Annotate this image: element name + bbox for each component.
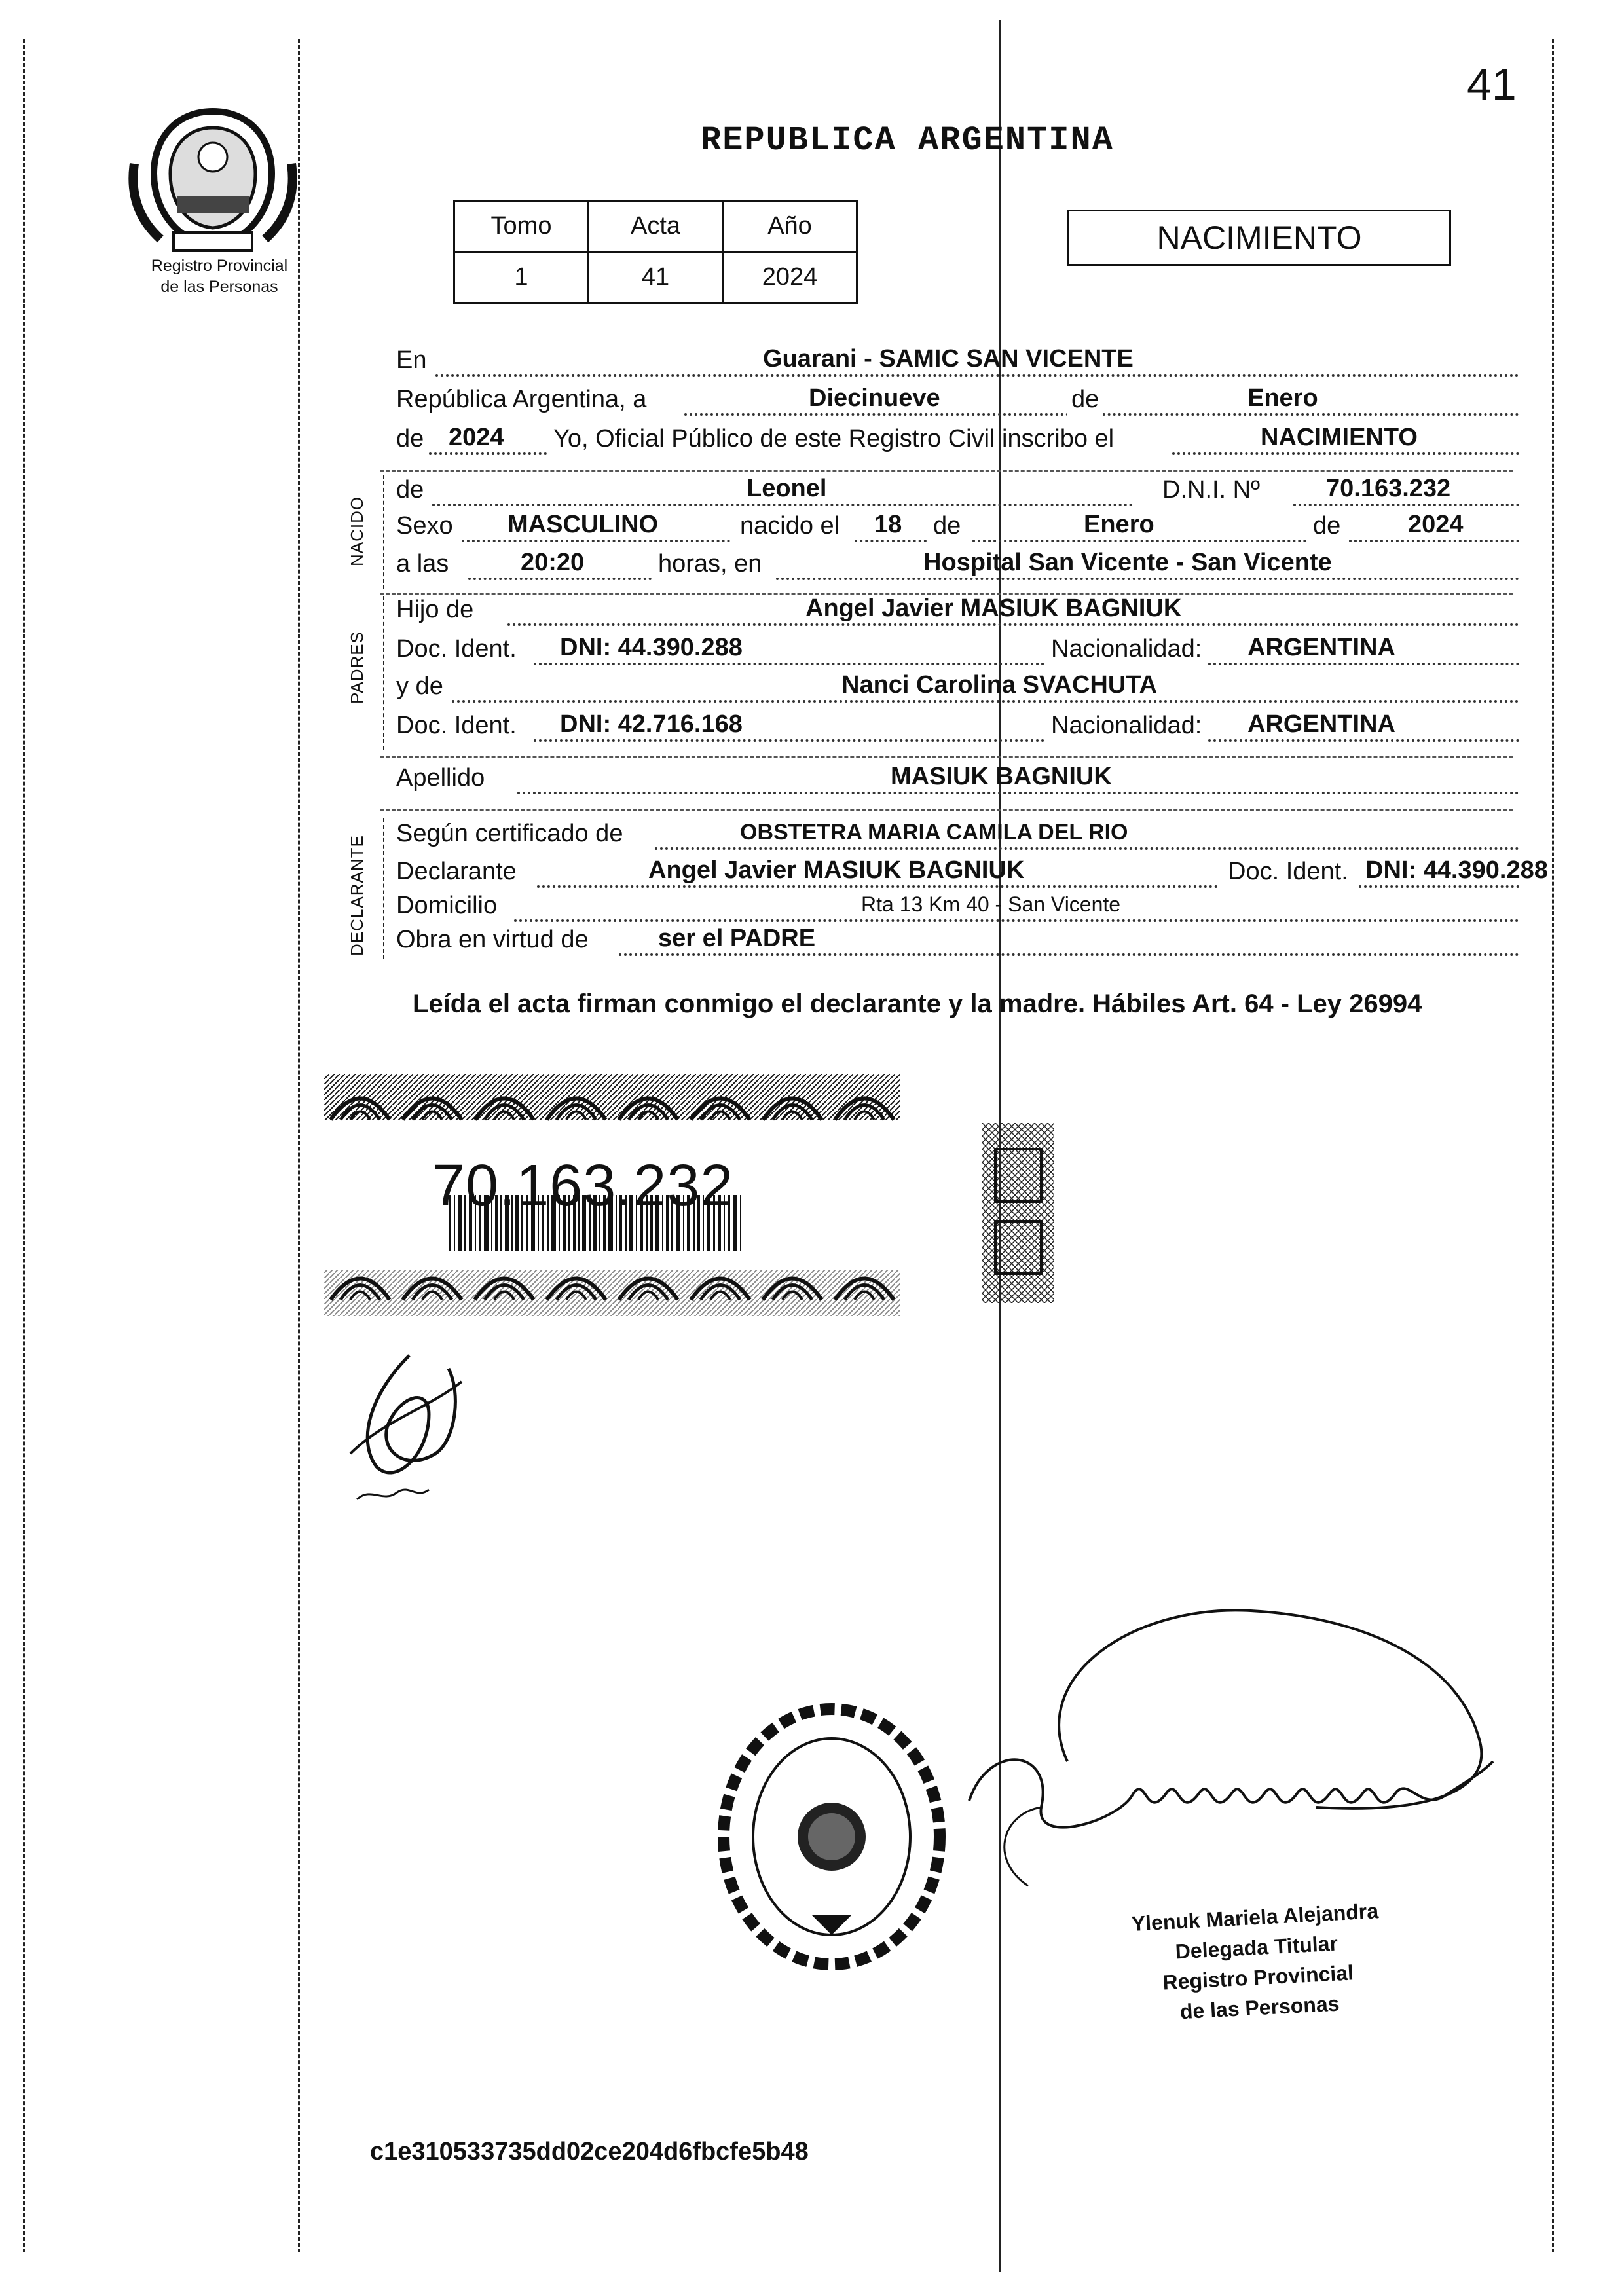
- section-label-padres: PADRES: [347, 631, 367, 704]
- value-father: Angel Javier MASIUK BAGNIUK: [805, 595, 1182, 622]
- table-header-anio: Año: [723, 201, 857, 252]
- official-seal-stamp: [714, 1696, 950, 1971]
- officer-signature: [950, 1598, 1513, 1912]
- separator: [380, 809, 1513, 811]
- province-seal-logo: [115, 98, 311, 255]
- row-domicilio: Domicilio Rta 13 Km 40 - San Vicente: [396, 891, 1519, 929]
- document-title: REPUBLICA ARGENTINA: [701, 121, 1114, 160]
- logo-caption: Registro Provincial de las Personas: [151, 257, 288, 296]
- row-hijo-de: Hijo de Angel Javier MASIUK BAGNIUK: [396, 595, 1519, 633]
- value-birth-place: Hospital San Vicente - San Vicente: [923, 549, 1332, 576]
- value-mother-nationality: ARGENTINA: [1247, 710, 1395, 738]
- value-apellido: MASIUK BAGNIUK: [891, 763, 1112, 790]
- closing-statement: Leída el acta firman conmigo el declarante y la madre. Hábiles Art. 64 - Ley 26994: [413, 989, 1422, 1018]
- value-father-nationality: ARGENTINA: [1247, 634, 1395, 661]
- value-declarante: Angel Javier MASIUK BAGNIUK: [648, 856, 1025, 884]
- table-header-tomo: Tomo: [454, 201, 589, 252]
- label-en: En: [396, 346, 427, 374]
- table-value-anio: 2024: [723, 252, 857, 303]
- left-inner-line: [298, 39, 300, 2252]
- table-value-acta: 41: [589, 252, 723, 303]
- page-number: 41: [1467, 60, 1517, 109]
- security-hologram-icon: [982, 1123, 1054, 1303]
- value-birth-day: 18: [874, 511, 902, 538]
- row-nacido-name: de Leonel D.N.I. Nº 70.163.232: [396, 475, 1519, 513]
- row-republica: República Argentina, a Diecinueve de Enero: [396, 384, 1519, 422]
- value-birth-time: 20:20: [521, 549, 585, 576]
- left-margin-line: [23, 39, 25, 2252]
- row-father-doc: Doc. Ident. DNI: 44.390.288 Nacionalidad: ARGENTINA: [396, 634, 1519, 672]
- officer-office-2: de las Personas: [1179, 1991, 1340, 2024]
- row-obra: Obra en virtud de ser el PADRE: [396, 925, 1519, 963]
- value-obra: ser el PADRE: [658, 925, 816, 952]
- value-inscribe: NACIMIENTO: [1261, 424, 1418, 451]
- row-year-yo: de 2024 Yo, Oficial Público de este Registro Civil inscribo el NACIMIENTO: [396, 424, 1519, 462]
- record-type-box: NACIMIENTO: [1067, 210, 1451, 266]
- value-domicilio: Rta 13 Km 40 - San Vicente: [861, 892, 1121, 916]
- row-apellido: Apellido MASIUK BAGNIUK: [396, 763, 1519, 801]
- officer-office: Registro Provincial: [1162, 1960, 1354, 1995]
- value-child-dni: 70.163.232: [1326, 475, 1451, 502]
- officer-role: Delegada Titular: [1174, 1931, 1338, 1964]
- declarant-signature: [331, 1342, 475, 1506]
- value-mother-doc: DNI: 42.716.168: [560, 710, 743, 738]
- value-birth-year: 2024: [1408, 511, 1464, 538]
- value-certificado: OBSTETRA MARIA CAMILA DEL RIO: [740, 820, 1128, 845]
- value-day: Diecinueve: [809, 384, 940, 412]
- section-label-declarante: DECLARANTE: [347, 835, 367, 956]
- row-mother-doc: Doc. Ident. DNI: 42.716.168 Nacionalidad: ARGENTINA: [396, 710, 1519, 748]
- value-year: 2024: [449, 424, 504, 451]
- row-en: [396, 345, 1519, 383]
- row-nacido-sexo: Sexo MASCULINO nacido el 18 de Enero de 2024: [396, 511, 1519, 549]
- value-child-name: Leonel: [747, 475, 827, 502]
- row-declarante: Declarante Angel Javier MASIUK BAGNIUK Doc. Ident. DNI: 44.390.288: [396, 856, 1519, 894]
- document-hash: c1e310533735dd02ce204d6fbcfe5b48: [370, 2138, 809, 2165]
- value-sexo: MASCULINO: [507, 511, 659, 538]
- value-father-doc: DNI: 44.390.288: [560, 634, 743, 661]
- table-header-acta: Acta: [589, 201, 723, 252]
- record-table: [453, 200, 858, 304]
- officer-stamp-block: [1104, 1894, 1411, 2031]
- value-month: Enero: [1247, 384, 1318, 412]
- value-declarante-doc: DNI: 44.390.288: [1365, 856, 1548, 884]
- officer-name: Ylenuk Mariela Alejandra: [1130, 1899, 1379, 1936]
- value-mother: Nanci Carolina SVACHUTA: [841, 671, 1158, 699]
- row-nacido-hora: a las 20:20 horas, en Hospital San Vicente - San Vicente: [396, 549, 1519, 587]
- row-certificado: Según certificado de OBSTETRA MARIA CAMILA DEL RIO: [396, 818, 1519, 856]
- right-margin-line: [1552, 39, 1554, 2252]
- table-value-tomo: 1: [454, 252, 589, 303]
- section-label-nacido: NACIDO: [347, 496, 367, 566]
- row-y-de: y de Nanci Carolina SVACHUTA: [396, 671, 1519, 709]
- value-birth-month: Enero: [1084, 511, 1154, 538]
- value-en: Guarani - SAMIC SAN VICENTE: [763, 345, 1134, 373]
- barcode-number: 70.163.232: [432, 1153, 734, 1219]
